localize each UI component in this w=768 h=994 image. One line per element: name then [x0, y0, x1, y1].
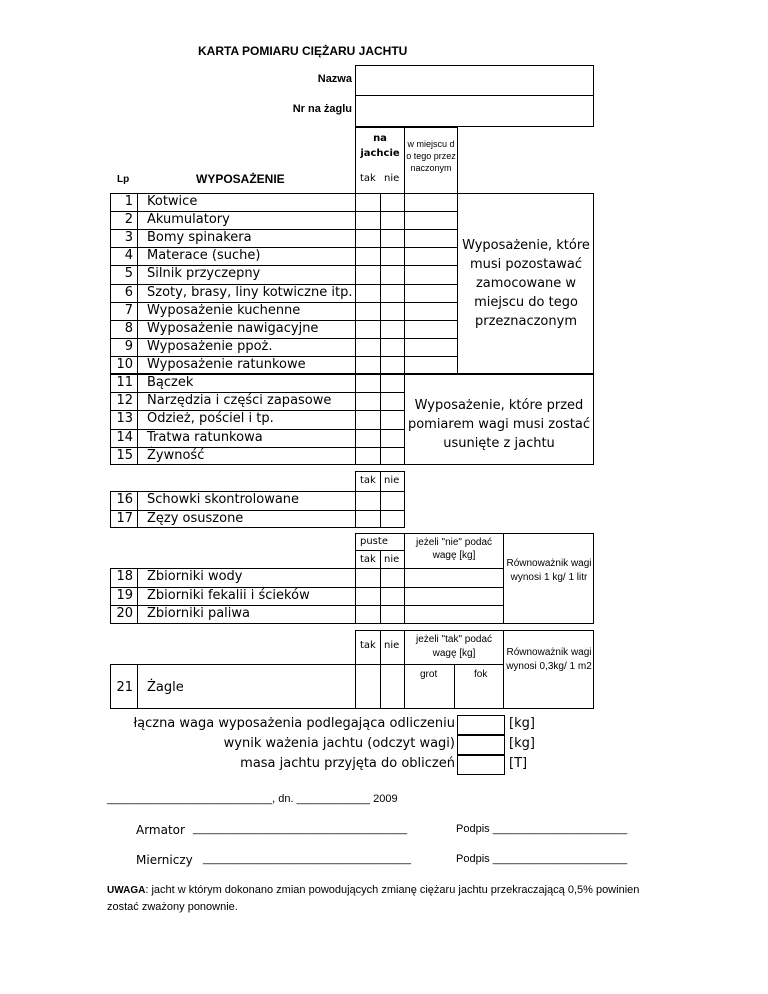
- row-number: 2: [124, 212, 133, 228]
- checkbox-no-cell[interactable]: [381, 230, 404, 246]
- checkbox-yes-cell[interactable]: [356, 492, 379, 509]
- checkbox-yes-cell[interactable]: [356, 393, 379, 409]
- checkbox-no-cell[interactable]: [381, 321, 404, 337]
- equipment-header: WYPOSAŻENIE: [196, 172, 285, 186]
- section4-if-no: jeżeli "nie" podać wagę [kg]: [415, 537, 493, 561]
- checkbox-no-cell[interactable]: [381, 339, 404, 355]
- yes-header: tak: [360, 173, 376, 184]
- checkbox-yes-cell[interactable]: [356, 303, 379, 319]
- total-unit: [kg]: [509, 736, 535, 751]
- row-label: Zbiorniki wody: [147, 569, 243, 584]
- date-line: ___________________________, dn. ____________ 2009: [107, 793, 398, 805]
- note-label: UWAGA: [107, 885, 146, 896]
- checkbox-yes-cell[interactable]: [356, 448, 379, 464]
- row-label: Tratwa ratunkowa: [147, 429, 263, 445]
- row-number: 12: [116, 393, 133, 409]
- row-label: Wyposażenie ppoż.: [147, 338, 273, 354]
- name-field[interactable]: [355, 65, 594, 96]
- checkbox-yes-cell[interactable]: [356, 248, 379, 264]
- checkbox-yes-cell[interactable]: [356, 266, 379, 282]
- checkbox-no-cell[interactable]: [381, 194, 404, 210]
- row-number: 15: [116, 447, 133, 463]
- section1-note: Wyposażenie, które musi pozostawać zamocowane w miejscu do tego przeznaczonym: [462, 238, 590, 329]
- row-number: 1: [124, 194, 133, 209]
- sail-number-label: Nr na żaglu: [292, 103, 352, 115]
- sail-yes-cell[interactable]: [356, 665, 380, 708]
- total-unit: [T]: [509, 756, 528, 771]
- total-value-field[interactable]: [457, 735, 505, 755]
- no-header: nie: [384, 173, 400, 184]
- checkbox-no-cell[interactable]: [381, 569, 404, 586]
- row-label: Żagle: [147, 680, 184, 695]
- checkbox-yes-cell[interactable]: [356, 357, 379, 373]
- row-label: Schowki skontrolowane: [147, 492, 300, 507]
- row-label: Żywność: [147, 447, 205, 463]
- row-label: Wyposażenie ratunkowe: [147, 356, 306, 372]
- checkbox-no-cell[interactable]: [381, 357, 404, 373]
- checkbox-no-cell[interactable]: [381, 266, 404, 282]
- checkbox-yes-cell[interactable]: [356, 588, 379, 605]
- row-label: Zęzy osuszone: [147, 510, 244, 526]
- total-label: masa jachtu przyjęta do obliczeń: [240, 756, 455, 771]
- row-label: Kotwice: [147, 194, 198, 209]
- total-label: łączna waga wyposażenia podlegająca odliczeniu: [133, 716, 455, 731]
- page-title: KARTA POMIARU CIĘŻARU JACHTU: [198, 44, 408, 58]
- name-label: Nazwa: [317, 73, 352, 85]
- row-label: Zbiorniki paliwa: [147, 606, 251, 622]
- total-unit: [kg]: [509, 716, 535, 731]
- section4-yes: tak: [360, 554, 376, 565]
- row-number: 13: [116, 411, 133, 427]
- checkbox-no-cell[interactable]: [381, 606, 404, 623]
- checkbox-yes-cell[interactable]: [356, 511, 379, 528]
- row-label: Akumulatory: [147, 212, 230, 228]
- section5-if-yes: jeżeli "tak" podać wagę [kg]: [415, 634, 493, 659]
- on-yacht-label: na jachcie: [360, 133, 400, 159]
- section2-note: Wyposażenie, które przed pomiarem wagi musi zostać usunięte z jachtu: [407, 398, 591, 451]
- total-value-field[interactable]: [457, 715, 505, 735]
- row-number: 19: [116, 587, 133, 603]
- armator-signature-line[interactable]: Podpis ______________________: [456, 823, 628, 835]
- row-number: 9: [124, 338, 133, 354]
- checkbox-no-cell[interactable]: [381, 285, 404, 301]
- checkbox-yes-cell[interactable]: [356, 569, 379, 586]
- row-number: 16: [116, 492, 133, 507]
- section5-equiv: Równoważnik wagi wynosi 0,3kg/ 1 m2: [506, 647, 592, 672]
- checkbox-yes-cell[interactable]: [356, 285, 379, 301]
- section4-no: nie: [384, 554, 400, 565]
- checkbox-no-cell[interactable]: [381, 393, 404, 409]
- checkbox-no-cell[interactable]: [381, 511, 404, 528]
- row-label: Bączek: [147, 375, 194, 390]
- checkbox-yes-cell[interactable]: [356, 375, 379, 391]
- row-number: 11: [116, 375, 133, 390]
- checkbox-yes-cell[interactable]: [356, 606, 379, 623]
- row-label: Materace (suche): [147, 248, 261, 264]
- row-number: 18: [116, 569, 133, 584]
- checkbox-no-cell[interactable]: [381, 430, 404, 446]
- row-label: Silnik przyczepny: [147, 266, 261, 282]
- total-value-field[interactable]: [457, 755, 505, 775]
- row-number: 3: [124, 230, 133, 246]
- mierniczy-signature-line[interactable]: Podpis ______________________: [456, 853, 628, 865]
- row-label: Narzędzia i części zapasowe: [147, 393, 332, 409]
- in-place-label: w miejscu do tego przeznaczonym: [406, 139, 456, 173]
- row-number: 17: [116, 510, 133, 526]
- mierniczy-label: Mierniczy: [136, 853, 193, 867]
- checkbox-no-cell[interactable]: [381, 448, 404, 464]
- row-label: Bomy spinakera: [147, 230, 252, 246]
- checkbox-yes-cell[interactable]: [356, 230, 379, 246]
- mierniczy-name-line[interactable]: __________________________________: [203, 853, 412, 865]
- checkbox-yes-cell[interactable]: [356, 430, 379, 446]
- section3-yes: tak: [360, 475, 376, 486]
- row-number: 5: [124, 266, 133, 282]
- row-label: Zbiorniki fekalii i ścieków: [147, 587, 310, 603]
- sail-jib-label: fok: [474, 669, 488, 680]
- sail-main-label: grot: [420, 669, 438, 680]
- row-number: 6: [124, 284, 133, 300]
- row-label: Odzież, pościel i tp.: [147, 411, 274, 427]
- lp-header: Lp: [117, 174, 130, 185]
- row-number: 14: [116, 429, 133, 445]
- section3-no: nie: [384, 475, 400, 486]
- section5-yes: tak: [360, 640, 376, 651]
- checkbox-yes-cell[interactable]: [356, 321, 379, 337]
- sail-jib-cell[interactable]: [455, 665, 504, 708]
- row-label: Wyposażenie nawigacyjne: [147, 320, 319, 336]
- armator-label: Armator: [136, 823, 185, 837]
- checkbox-no-cell[interactable]: [381, 588, 404, 605]
- row-number: 4: [124, 248, 133, 264]
- section5-no: nie: [384, 640, 400, 651]
- sail-no-cell[interactable]: [381, 665, 404, 708]
- section4-equiv: Równoważnik wagi wynosi 1 kg/ 1 litr: [506, 558, 592, 583]
- row-number: 7: [124, 302, 133, 318]
- armator-name-line[interactable]: ___________________________________: [193, 823, 408, 835]
- note-text: : jacht w którym dokonano zmian powodujących zmianę ciężaru jachtu przekraczającą 0,5% powinien zostać zważony ponownie.: [107, 884, 640, 913]
- checkbox-no-cell[interactable]: [381, 375, 404, 391]
- row-number: 8: [124, 320, 133, 336]
- row-label: Wyposażenie kuchenne: [147, 302, 301, 318]
- checkbox-no-cell[interactable]: [381, 411, 404, 427]
- checkbox-yes-cell[interactable]: [356, 194, 379, 210]
- checkbox-no-cell[interactable]: [381, 303, 404, 319]
- sail-number-field[interactable]: [355, 95, 594, 127]
- checkbox-yes-cell[interactable]: [356, 339, 379, 355]
- checkbox-yes-cell[interactable]: [356, 411, 379, 427]
- row-number: 21: [116, 680, 133, 695]
- checkbox-no-cell[interactable]: [381, 248, 404, 264]
- row-number: 10: [116, 356, 133, 372]
- checkbox-no-cell[interactable]: [381, 492, 404, 509]
- total-label: wynik ważenia jachtu (odczyt wagi): [223, 736, 455, 751]
- row-label: Szoty, brasy, liny kotwiczne itp.: [147, 284, 353, 300]
- checkbox-no-cell[interactable]: [381, 212, 404, 228]
- checkbox-yes-cell[interactable]: [356, 212, 379, 228]
- section4-empty: puste: [360, 536, 388, 547]
- note: [107, 882, 667, 916]
- row-number: 20: [116, 606, 133, 622]
- sail-main-cell[interactable]: [405, 665, 454, 708]
